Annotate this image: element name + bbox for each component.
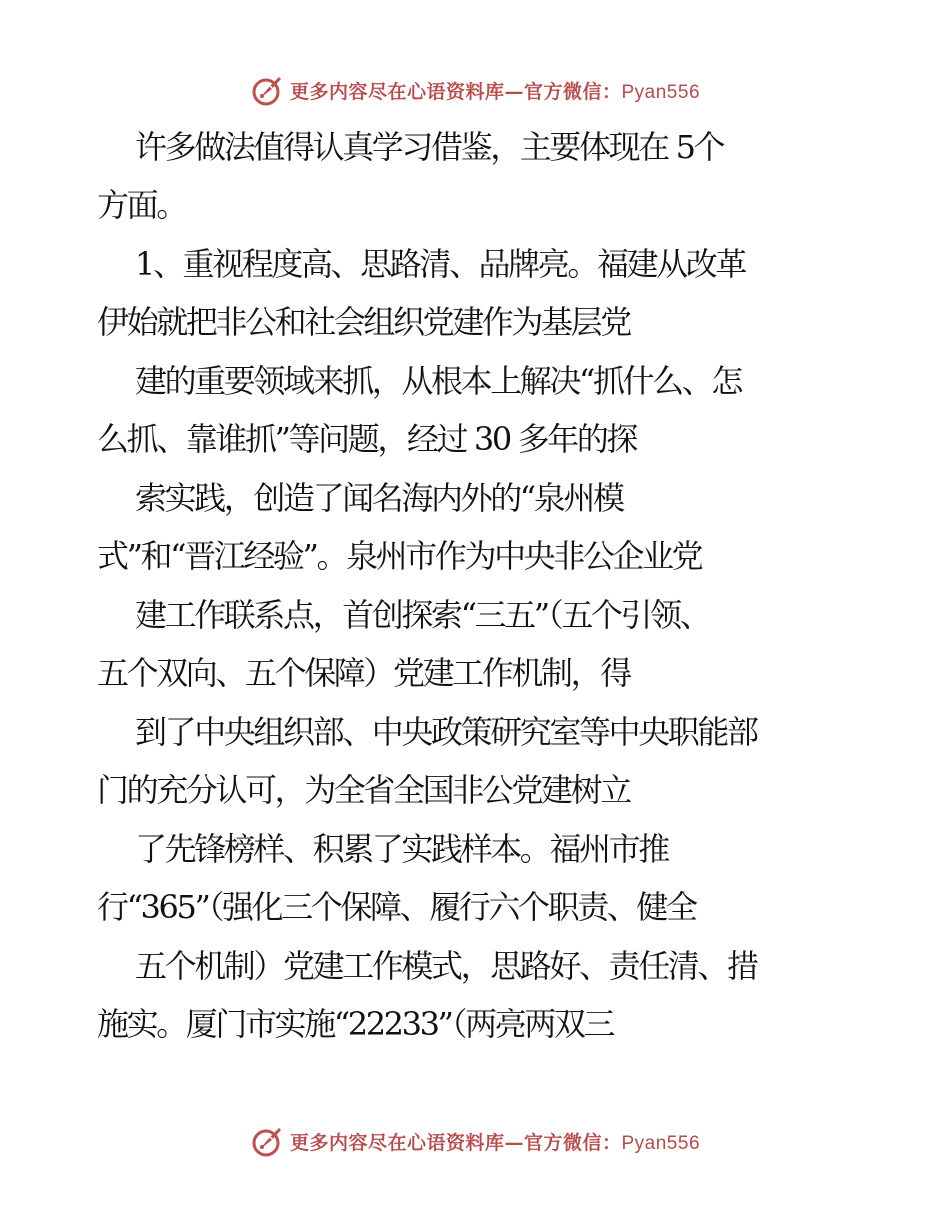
body-line: 建工作联系点，首创探索“三五”（五个引领、	[135, 596, 710, 634]
body-line: 索实践，创造了闻名海内外的“泉州模	[135, 479, 623, 517]
watermark-text: 更多内容尽在心语资料库—官方微信：Pyan556	[289, 1131, 701, 1154]
body-line: 许多做法值得认真学习借鉴，主要体现在 5个	[135, 128, 724, 166]
body-line: 门的充分认可，为全省全国非公党建树立	[97, 771, 630, 809]
body-line: 五个双向、五个保障）党建工作机制，得	[97, 654, 630, 692]
body-line: 方面。	[97, 186, 186, 224]
body-line: 1、重视程度高、思路清、品牌亮。福建从改革	[135, 245, 745, 283]
footer-watermark	[0, 1121, 950, 1161]
body-line: 伊始就把非公和社会组织党建作为基层党	[97, 303, 630, 341]
watermark-text: 更多内容尽在心语资料库—官方微信：Pyan556	[289, 80, 701, 103]
body-line: 行“365”（强化三个保障、履行六个职责、健全	[97, 888, 696, 926]
body-line: 式”和“晋江经验”。泉州市作为中央非公企业党	[97, 537, 702, 575]
body-line: 到了中央组织部、中央政策研究室等中央职能部	[135, 713, 757, 751]
body-line: 么抓、靠谁抓”等问题，经过 30 多年的探	[97, 420, 637, 458]
body-line: 建的重要领域来抓，从根本上解决“抓什么、怎	[135, 362, 741, 400]
quill-logo-icon	[250, 1123, 286, 1159]
body-line: 了先锋榜样、积累了实践样本。福州市推	[135, 830, 668, 868]
body-line: 五个机制）党建工作模式，思路好、责任清、措	[135, 947, 757, 985]
body-line: 施实。厦门市实施“22233”（两亮两双三	[97, 1005, 614, 1043]
